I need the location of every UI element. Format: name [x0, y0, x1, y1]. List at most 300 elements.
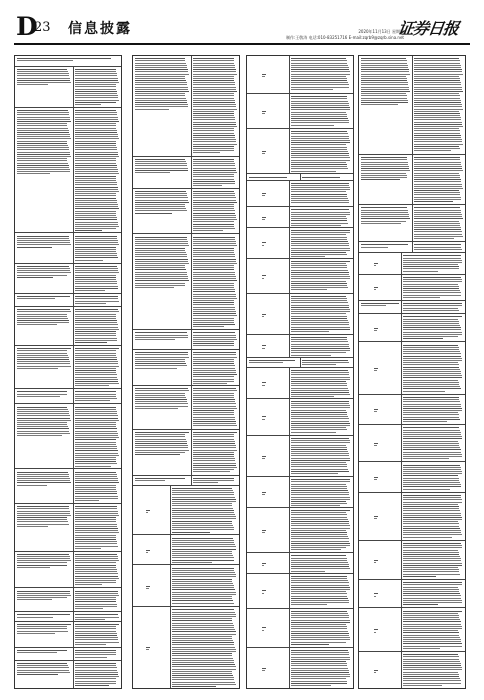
text-line: [403, 665, 461, 666]
text-line: [193, 98, 234, 99]
text-line: [193, 202, 236, 203]
text-line: [17, 58, 111, 59]
text-line: [172, 546, 236, 547]
text-line: [193, 100, 235, 101]
text-line: [414, 218, 463, 219]
text-line: [403, 308, 458, 309]
text-line: [361, 87, 409, 88]
text-line: [75, 476, 117, 477]
text-line: [403, 667, 461, 668]
table-row: [359, 651, 465, 688]
text-line: [172, 494, 234, 495]
text-line: [403, 615, 458, 616]
text-line: [291, 289, 327, 290]
text-line: [172, 598, 232, 599]
text-line: [75, 117, 117, 118]
text-line: [361, 175, 407, 176]
text-line: [135, 239, 187, 240]
text-line: [172, 682, 235, 683]
text-line: [193, 248, 233, 249]
text-line: [135, 434, 185, 435]
text-line: [172, 684, 236, 685]
text-line: [291, 218, 346, 219]
text-line: [403, 284, 458, 285]
text-line: [414, 157, 460, 158]
text-line: [262, 385, 265, 386]
text-line: [17, 674, 58, 675]
text-line: [193, 95, 234, 96]
text-line: [262, 565, 264, 566]
text-line: [193, 259, 235, 260]
text-line: [193, 69, 235, 70]
text-line: [403, 323, 459, 324]
table-cell: [403, 315, 463, 340]
text-line: [135, 67, 187, 68]
text-line: [193, 370, 235, 371]
text-line: [193, 320, 234, 321]
text-line: [403, 290, 460, 291]
table-row: [133, 56, 239, 156]
text-line: [75, 433, 117, 434]
text-line: [414, 223, 460, 224]
table-cell: [135, 566, 150, 605]
text-line: [291, 611, 347, 612]
text-line: [193, 374, 236, 375]
table-row: [133, 156, 239, 188]
text-line: [403, 680, 460, 681]
text-line: [193, 230, 223, 231]
table-cell: [135, 235, 189, 328]
table-cell: [17, 295, 71, 305]
text-line: [17, 420, 71, 421]
text-line: [193, 482, 217, 483]
text-line: [17, 160, 67, 161]
table-row: [15, 587, 121, 611]
text-line: [75, 238, 117, 239]
text-line: [135, 256, 187, 257]
text-line: [193, 76, 233, 77]
text-line: [291, 322, 348, 323]
text-line: [75, 211, 115, 212]
cell-divider: [73, 294, 74, 306]
cell-divider: [289, 609, 290, 647]
table-row: [15, 306, 121, 345]
text-line: [291, 528, 350, 529]
text-line: [291, 65, 348, 66]
text-line: [17, 411, 69, 412]
text-line: [75, 318, 116, 319]
text-line: [291, 225, 341, 226]
table-cell: [75, 553, 119, 587]
text-line: [414, 87, 462, 88]
text-line: [75, 272, 118, 273]
text-line: [75, 303, 106, 304]
cell-divider: [401, 608, 402, 651]
table-row: [247, 435, 353, 476]
cell-divider: [289, 181, 290, 207]
text-line: [193, 113, 234, 114]
text-line: [193, 215, 235, 216]
text-line: [172, 518, 236, 519]
text-line: [291, 372, 348, 373]
text-line: [17, 593, 70, 594]
table-row: [247, 367, 353, 398]
text-line: [291, 425, 350, 426]
table-cell: [403, 653, 463, 687]
text-line: [75, 165, 117, 166]
table-cell: [249, 208, 266, 226]
text-line: [403, 502, 462, 503]
newspaper-logo: 证券日报: [396, 19, 460, 38]
text-line: [75, 236, 117, 237]
text-line: [193, 181, 235, 182]
text-line: [75, 498, 118, 499]
text-line: [75, 606, 117, 607]
cell-divider: [401, 541, 402, 579]
text-line: [414, 109, 463, 110]
text-line: [146, 586, 150, 587]
text-line: [291, 566, 349, 567]
table-cell: [302, 175, 351, 178]
text-line: [135, 337, 188, 338]
text-line: [262, 314, 266, 315]
text-line: [291, 410, 346, 411]
text-line: [262, 113, 265, 114]
text-line: [414, 111, 459, 112]
text-line: [193, 326, 224, 327]
text-line: [291, 250, 350, 251]
text-line: [17, 511, 70, 512]
table-cell: [249, 478, 266, 506]
table-row: [359, 424, 465, 461]
text-line: [403, 484, 460, 485]
text-line: [75, 418, 118, 419]
text-line: [193, 219, 236, 220]
text-line: [75, 535, 115, 536]
text-line: [291, 403, 349, 404]
text-line: [291, 82, 348, 83]
cell-divider: [73, 108, 74, 233]
text-line: [291, 547, 346, 548]
text-line: [291, 440, 349, 441]
text-line: [75, 152, 117, 153]
table-cell: [403, 396, 463, 424]
text-line: [361, 91, 410, 92]
text-line: [75, 546, 117, 547]
text-line: [414, 146, 459, 147]
text-line: [403, 635, 459, 636]
text-line: [403, 641, 461, 642]
text-line: [403, 408, 461, 409]
table-cell: [361, 463, 378, 491]
text-line: [291, 133, 348, 134]
text-line: [374, 265, 376, 266]
text-line: [17, 270, 70, 271]
text-line: [172, 642, 234, 643]
text-line: [193, 315, 236, 316]
text-line: [75, 391, 115, 392]
cell-divider: [191, 189, 192, 234]
text-line: [291, 458, 349, 459]
text-line: [135, 98, 186, 99]
text-line: [361, 303, 399, 304]
text-line: [75, 80, 118, 81]
text-line: [361, 65, 408, 66]
text-line: [193, 458, 235, 459]
table-row: [359, 252, 465, 274]
text-line: [17, 272, 71, 273]
text-line: [135, 60, 185, 61]
text-line: [374, 409, 378, 410]
text-line: [193, 368, 235, 369]
text-line: [361, 95, 407, 96]
text-line: [75, 316, 116, 317]
text-line: [17, 391, 67, 392]
text-line: [403, 377, 462, 378]
cell-divider: [73, 307, 74, 345]
text-line: [403, 669, 462, 670]
text-line: [75, 681, 116, 682]
text-line: [172, 499, 236, 500]
text-line: [193, 337, 236, 338]
text-line: [414, 162, 461, 163]
text-line: [262, 530, 266, 531]
text-line: [403, 537, 452, 538]
text-line: [17, 631, 68, 632]
text-line: [193, 343, 234, 344]
text-line: [193, 425, 236, 426]
table-cell: [249, 260, 266, 292]
text-line: [291, 501, 346, 502]
text-line: [291, 212, 349, 213]
table-row: [247, 293, 353, 334]
text-line: [75, 678, 115, 679]
text-line: [414, 144, 463, 145]
text-line: [193, 296, 236, 297]
text-line: [403, 452, 461, 453]
text-line: [302, 362, 349, 363]
text-line: [403, 589, 458, 590]
text-line: [172, 570, 234, 571]
text-line: [75, 169, 117, 170]
text-line: [146, 550, 149, 551]
text-line: [172, 538, 233, 539]
text-line: [403, 260, 461, 261]
text-line: [291, 517, 347, 518]
text-line: [249, 360, 295, 361]
text-line: [75, 657, 107, 658]
text-line: [403, 351, 460, 352]
table-cell: [249, 130, 266, 172]
text-line: [17, 562, 67, 563]
cell-divider: [73, 469, 74, 503]
text-line: [17, 617, 53, 618]
text-line: [75, 89, 116, 90]
table-cell: [135, 536, 150, 563]
text-line: [75, 554, 117, 555]
text-line: [193, 104, 235, 105]
text-line: [403, 598, 461, 599]
text-line: [291, 628, 347, 629]
text-line: [193, 200, 236, 201]
text-line: [193, 278, 236, 279]
text-line: [193, 311, 235, 312]
text-line: [403, 271, 438, 272]
text-line: [403, 624, 461, 625]
text-line: [17, 156, 71, 157]
text-line: [291, 171, 336, 172]
text-line: [135, 193, 187, 194]
text-line: [193, 170, 236, 171]
text-line: [193, 447, 236, 448]
text-line: [17, 515, 71, 516]
text-line: [75, 149, 117, 150]
text-line: [193, 159, 234, 160]
text-line: [193, 67, 235, 68]
text-line: [75, 608, 103, 609]
text-line: [193, 115, 234, 116]
text-line: [193, 357, 236, 358]
text-line: [403, 454, 461, 455]
text-line: [193, 372, 236, 373]
text-line: [361, 58, 406, 59]
text-line: [172, 640, 233, 641]
table-row: [359, 313, 465, 341]
text-line: [17, 665, 68, 666]
text-line: [291, 571, 325, 572]
text-line: [17, 71, 68, 72]
table-row: [247, 206, 353, 227]
text-line: [193, 341, 233, 342]
text-line: [291, 622, 350, 623]
text-line: [75, 335, 116, 336]
text-line: [291, 309, 349, 310]
text-line: [17, 268, 70, 269]
table-cell: [75, 613, 119, 620]
text-line: [403, 582, 461, 583]
text-line: [361, 104, 398, 105]
text-line: [403, 295, 461, 296]
text-line: [193, 332, 235, 333]
table-cell: [75, 649, 119, 659]
text-line: [75, 217, 117, 218]
text-line: [193, 434, 233, 435]
text-line: [291, 510, 350, 511]
text-line: [17, 324, 57, 325]
table-cell: [291, 130, 351, 172]
text-line: [403, 602, 462, 603]
text-line: [172, 636, 232, 637]
text-line: [75, 222, 117, 223]
text-line: [291, 157, 349, 158]
text-line: [75, 342, 107, 343]
text-line: [291, 205, 339, 206]
text-line: [403, 547, 462, 548]
text-line: [135, 248, 185, 249]
text-line: [17, 476, 69, 477]
text-line: [291, 346, 349, 347]
text-line: [17, 322, 69, 323]
text-line: [75, 298, 118, 299]
table-cell: [172, 566, 237, 605]
text-line: [193, 304, 234, 305]
text-line: [193, 298, 236, 299]
text-line: [17, 110, 68, 111]
table-cell: [135, 387, 189, 428]
text-line: [291, 194, 346, 195]
text-line: [291, 313, 346, 314]
text-line: [193, 144, 236, 145]
text-line: [403, 678, 460, 679]
text-line: [291, 276, 349, 277]
text-line: [135, 259, 188, 260]
text-line: [17, 428, 69, 429]
text-line: [291, 536, 348, 537]
table-cell: [361, 57, 410, 153]
text-line: [135, 76, 185, 77]
text-line: [291, 76, 346, 77]
text-line: [193, 141, 236, 142]
text-line: [291, 445, 346, 446]
table-cell: [361, 426, 378, 460]
text-line: [193, 469, 233, 470]
text-line: [135, 93, 185, 94]
text-line: [403, 626, 461, 627]
text-line: [193, 122, 235, 123]
text-line: [17, 316, 67, 317]
text-line: [414, 186, 462, 187]
text-line: [403, 560, 461, 561]
text-line: [172, 631, 236, 632]
text-line: [193, 390, 236, 391]
text-line: [193, 165, 235, 166]
text-line: [17, 595, 71, 596]
text-line: [403, 554, 459, 555]
text-line: [75, 130, 117, 131]
text-line: [193, 224, 234, 225]
text-line: [414, 63, 460, 64]
cell-divider: [289, 129, 290, 173]
text-line: [403, 288, 459, 289]
text-line: [403, 521, 458, 522]
text-line: [291, 125, 334, 126]
text-line: [291, 223, 348, 224]
text-line: [403, 604, 438, 605]
text-line: [172, 620, 232, 621]
table-row: [133, 188, 239, 234]
text-line: [193, 239, 235, 240]
text-line: [17, 318, 68, 319]
table-cell: [361, 396, 378, 424]
text-line: [135, 441, 187, 442]
text-line: [403, 386, 460, 387]
text-line: [75, 286, 117, 287]
text-line: [291, 523, 349, 524]
cell-divider: [401, 314, 402, 341]
text-line: [403, 268, 459, 269]
text-line: [75, 102, 115, 103]
table-row: [15, 468, 121, 503]
table-cell: [17, 347, 71, 387]
text-line: [135, 74, 189, 75]
masthead: [0, 0, 484, 46]
text-line: [75, 508, 117, 509]
text-line: [135, 104, 188, 105]
table-row: [359, 204, 465, 241]
text-line: [75, 435, 118, 436]
text-line: [414, 214, 462, 215]
text-line: [75, 224, 118, 225]
